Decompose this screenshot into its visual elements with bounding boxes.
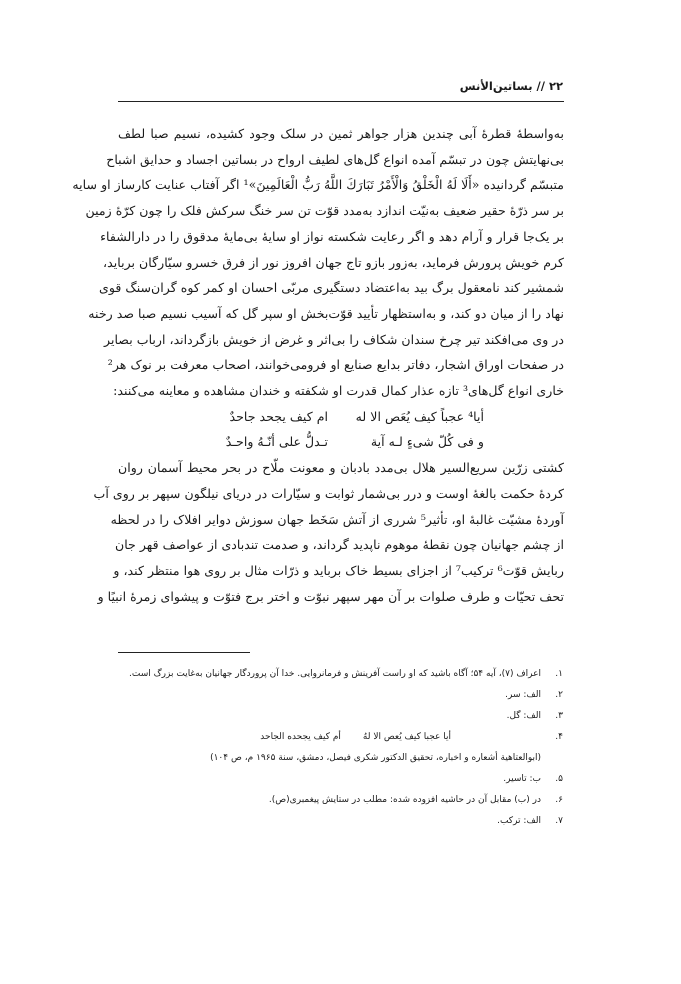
poem-hemistich-left: تـدلُّ علی أنّـهُ واحـدٌ: [225, 434, 328, 450]
footnote-text: در (ب) مقابل آن در حاشیه افزوده شده: مطلب در ستایش پیغمبری(ص).: [268, 795, 541, 805]
footnote-number: ۷.: [555, 816, 563, 826]
text-line: کشتی زرّین سریع‌السیر هلال بی‌مدد بادبان و معونت ملّاح در بحر محیط آسمان روان: [118, 460, 564, 476]
text-line: بر سر ذرّۀ حقیر ضعیف به‌نیّت اندازد به‌مدد قوّت تن سر خنگ سرکش فلک را چون کرّۀ زمین: [85, 203, 564, 219]
poem-verse: [118, 404, 564, 430]
footnote-number: ۵.: [555, 774, 563, 784]
footnote: [117, 664, 563, 685]
text-line: کردۀ حکمت بالغۀ اوست و درر بی‌شمار ثوابت و سیّارات در دریای نیلگون سپهر بر روی آب: [93, 485, 564, 501]
footnotes: [117, 664, 563, 832]
text-line: شمشیر کند نامعقول برگ بید به‌اعتضاد دستگیری مربّی احسان او کمر کوه گران‌سنگ قوی: [99, 280, 564, 296]
footnote-poem: [260, 727, 541, 748]
footnote-text: اعراف (۷)، آیه ۵۴؛ آگاه باشید که او راست آفرینش و فرمانروایی. خدا آن پروردگار جهانیان به‌غایت بزرگ است.: [129, 669, 541, 679]
text-line: در صفحات اوراق اشجار، دفاتر بدایع صنایع او فرومی‌خوانند، اصحاب معرفت بر نوک هر²: [107, 357, 564, 373]
footnote: [117, 790, 563, 811]
text-line: بی‌نهایتش چون در تبسّم آمده انواع گل‌های لطیف ارواح در بساتین اجساد و حدایق اشباح: [106, 151, 564, 167]
footnote-text: الف: گل.: [506, 711, 541, 721]
footnote: [117, 727, 563, 748]
footnote-source: [117, 748, 563, 769]
text-line: متبسّم گردانیده «أَلَا لَهُ الْخَلْقُ وَالْأَمْرُ تَبَارَكَ اللَّهُ رَبُّ الْعَالَمِينَ»¹ اگر آفتاب عنایت کارساز او سایه: [72, 177, 564, 193]
footnote-source-text: (ابوالعتاهیة أشعاره و اخباره، تحقیق الدکتور شکری فیصل، دمشق، سنة ۱۹۶۵ م، ص ۱۰۴): [210, 753, 541, 763]
footnote-poem-left: أم کیف یجحده الجاحد: [260, 732, 341, 742]
text-line: به‌واسطۀ قطرۀ آبی چندین هزار جواهر ثمین در سلک وجود کشیده، نسیم صبا لطف: [118, 126, 564, 141]
footnote-rule: [118, 652, 250, 653]
text-line: از چشم جهانیان چون نقطۀ موهوم ناپدید گرداند، و صدمت تندبادی از عواصف قهر جان: [114, 537, 564, 553]
text-line: در وی می‌افکند تیر چرخ سندان شکاف را بی‌اثر و غرض از خویش بازگرداند، ارباب بصایر: [104, 331, 564, 347]
text-line: نهاد را از میان دو کند، و به‌استظهار تأیید قوّت‌بخش او سپر گل که آسیب نسیم صبا صد رخنه: [88, 305, 564, 321]
footnote-text: ب: تاسیر.: [503, 774, 541, 784]
footnote: [117, 685, 563, 706]
footnote-number: ۶.: [555, 795, 563, 805]
text-line: کرم خویش پرورش فرماید، به‌زور بازو تاج جهان افروز نور از فرق خسرو سیّارگان برباید،: [103, 254, 564, 270]
footnote: [117, 811, 563, 832]
text-line: ربایش قوّت⁶ ترکیب⁷ از اجزای بسیط خاک برباید و ذرّات مثال بر روی هوا منتظر کند، و: [113, 562, 564, 578]
footnote-poem-right: أیا عجبا کیف یُعص الا لهُ: [362, 732, 451, 742]
text-line: تحف تحیّات و طرف صلوات بر آن مهر سپهر نبوّت و اختر برج فتوّت و پیشوای زمرۀ انبیًا و: [97, 588, 564, 604]
footnote-text: الف: سر.: [505, 690, 541, 700]
footnote-number: ۲.: [555, 690, 563, 700]
text-line: خاری انواع گل‌های³ تازه عذار کمال قدرت او شکفته و خندان مشاهده و معاینه می‌کنند:: [113, 383, 564, 399]
running-header: ۲۲ // بساتین‌الأنس: [459, 79, 563, 93]
footnote-number: ۴.: [555, 732, 563, 742]
footnote: [117, 706, 563, 727]
poem-hemistich-right: أیا⁴ عجباً کیف یُعَص الا له: [355, 408, 484, 424]
poem-hemistich-left: ام کیف یجحد جاحدٌ: [229, 408, 328, 424]
footnote-text: الف: ترکب.: [497, 816, 541, 826]
footnote: [117, 769, 563, 790]
text-line: بر یک‌جا قرار و آرام دهد و اگر رعایت شکسته نواز او سایۀ بی‌مایۀ مدقوق را در دارالشفاء: [100, 228, 564, 244]
poem-verse: [118, 429, 564, 455]
footnote-number: ۱.: [555, 669, 563, 679]
main-text: [72, 121, 564, 609]
poem-hemistich-right: و فی کُلّ شیءٍ لـه آیة: [370, 434, 484, 450]
header-rule: [118, 101, 564, 102]
text-line: آوردۀ مشیّت غالبۀ او، تأثیر⁵ شرری از آتش سَخَط جهان سوزش دوایر افلاک را در لحظه: [110, 511, 564, 527]
footnote-number: ۳.: [555, 711, 563, 721]
